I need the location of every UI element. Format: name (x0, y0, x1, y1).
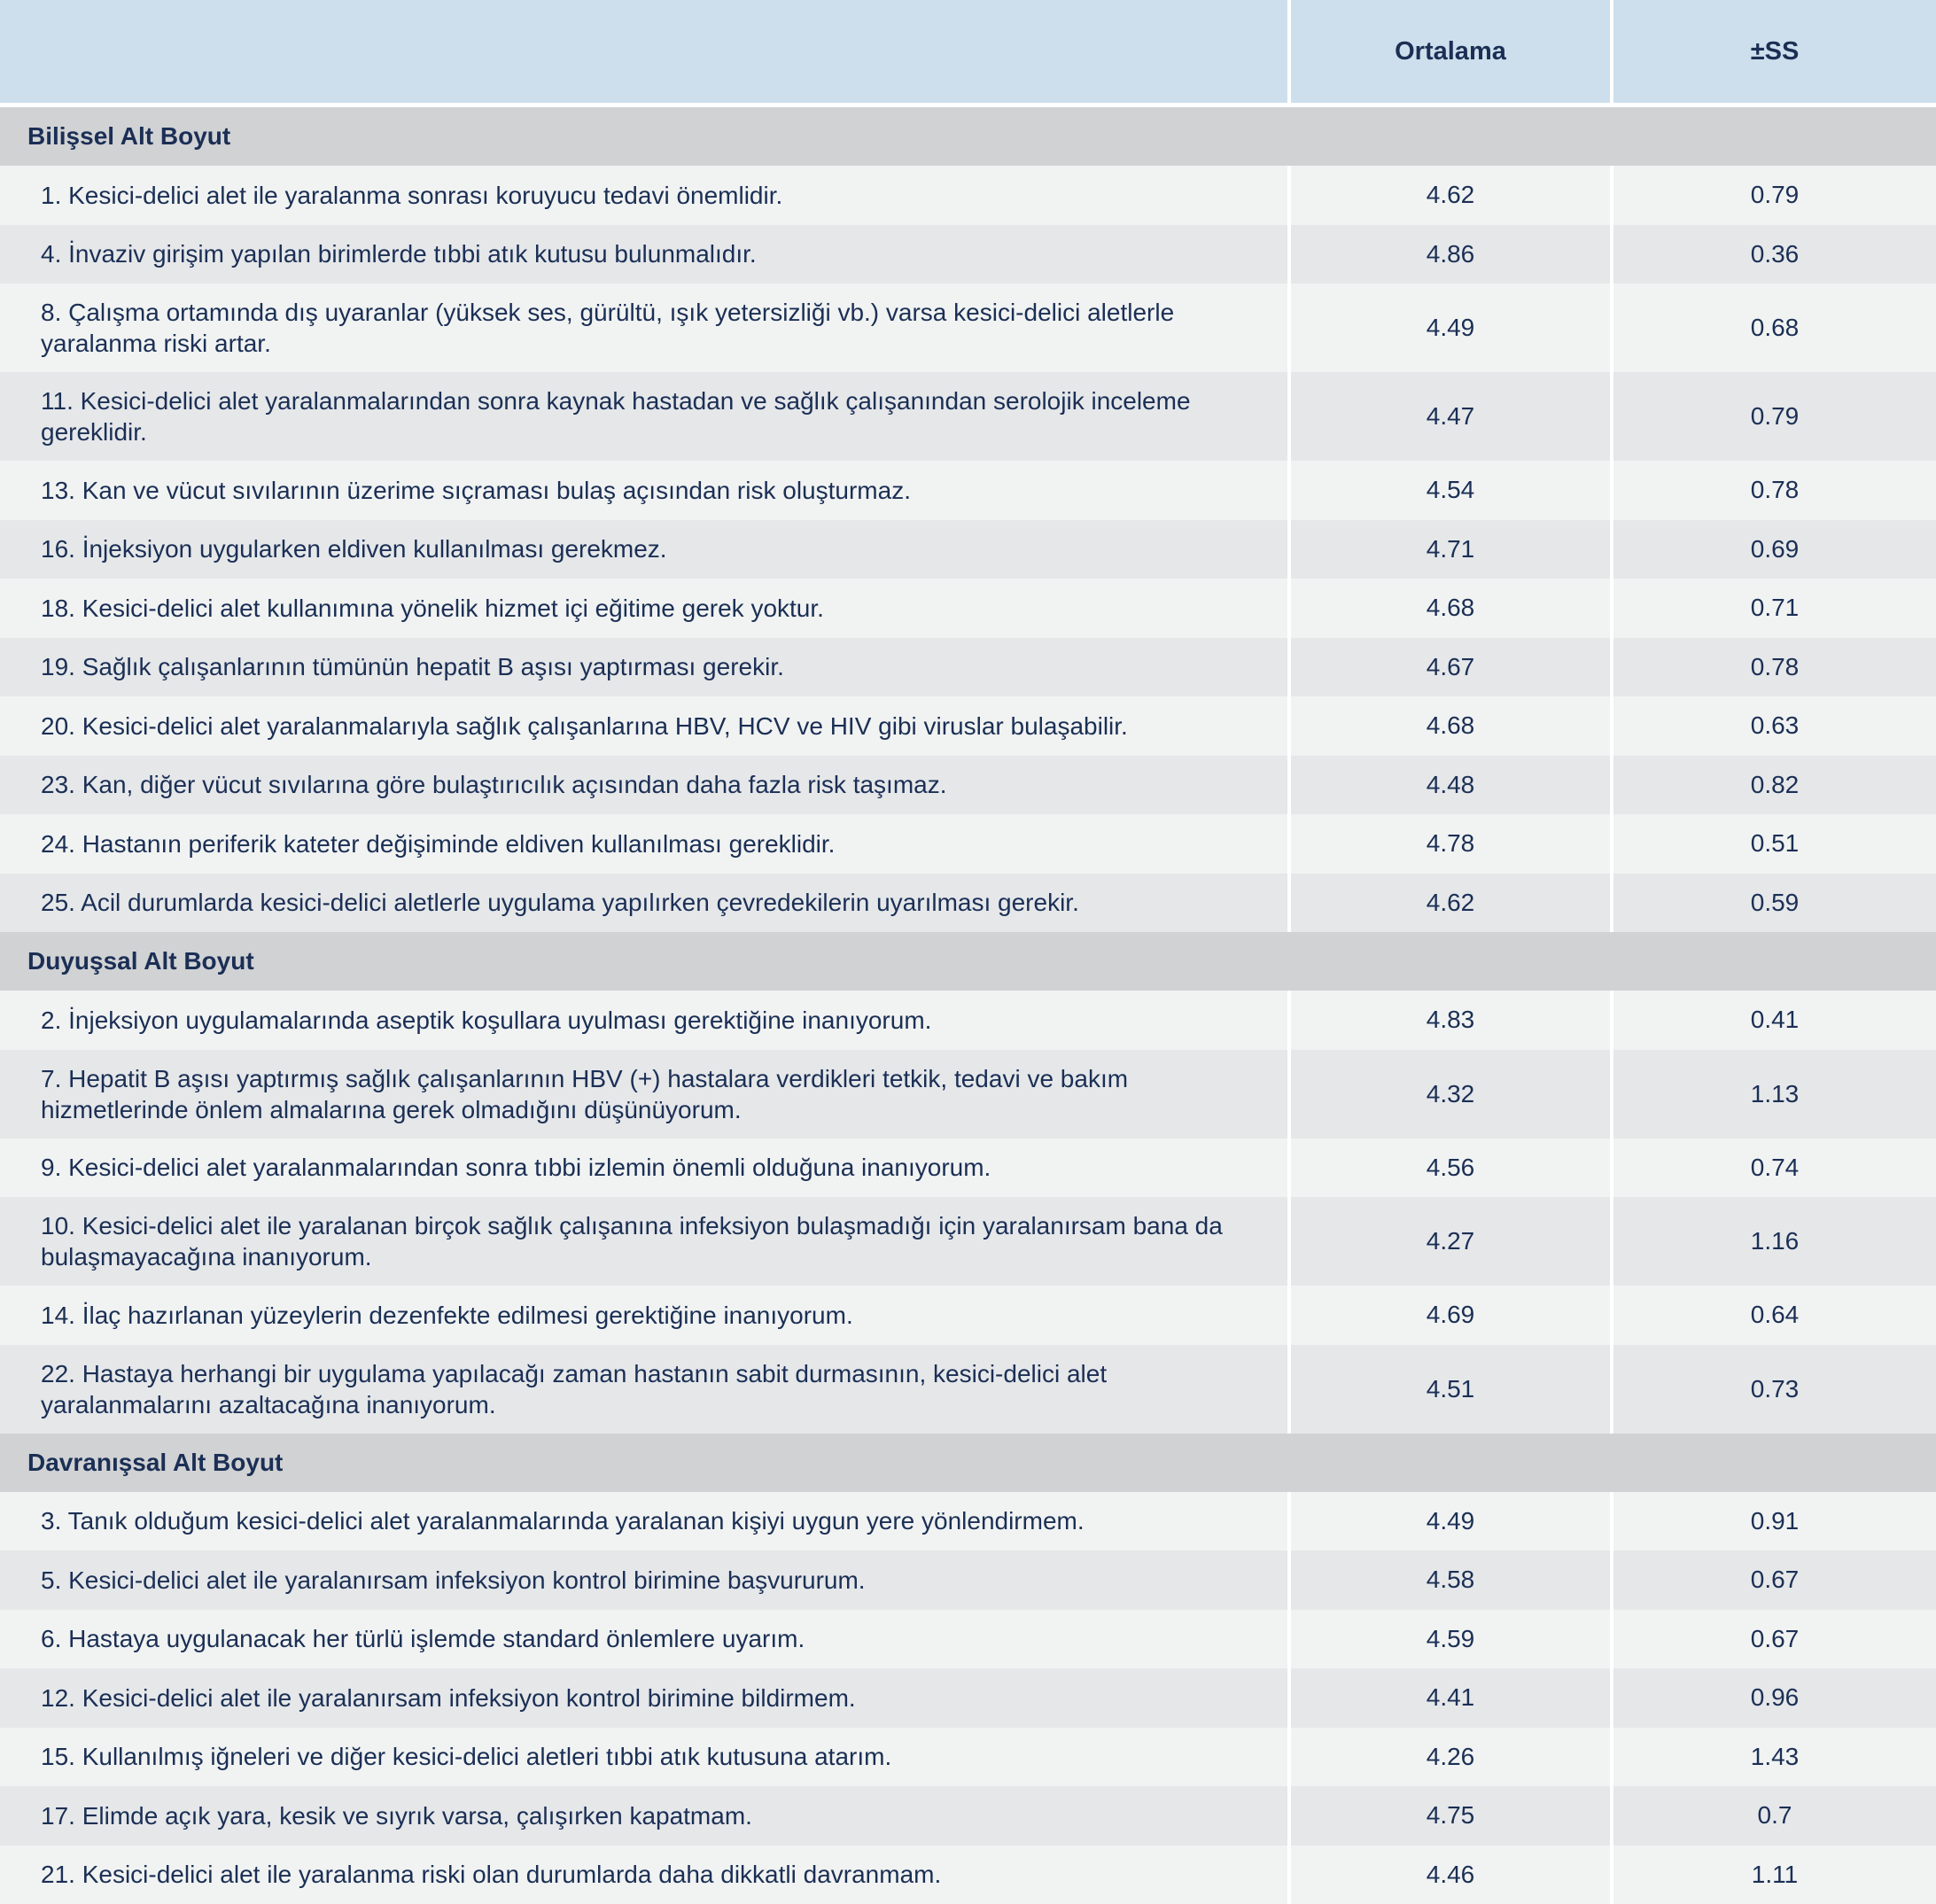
sd-value: 0.79 (1610, 372, 1936, 461)
mean-value: 4.68 (1287, 579, 1610, 638)
mean-value: 4.75 (1287, 1786, 1610, 1846)
item-text: 9. Kesici-delici alet yaralanmalarından sonra tıbbi izlemin önemli olduğuna inanıyorum. (0, 1139, 1287, 1198)
mean-value: 4.62 (1287, 166, 1610, 225)
table-row (0, 1846, 1936, 1904)
mean-value: 4.56 (1287, 1139, 1610, 1198)
item-text: 5. Kesici-delici alet ile yaralanırsam infeksiyon kontrol birimine başvururum. (0, 1550, 1287, 1610)
table-row (0, 284, 1936, 372)
item-text: 16. İnjeksiyon uygularken eldiven kullanılması gerekmez. (0, 520, 1287, 579)
header-item (0, 0, 1287, 107)
item-text: 12. Kesici-delici alet ile yaralanırsam infeksiyon kontrol birimine bildirmem. (0, 1668, 1287, 1728)
mean-value: 4.86 (1287, 225, 1610, 284)
table-row (0, 1550, 1936, 1610)
mean-value: 4.26 (1287, 1728, 1610, 1787)
table-row (0, 638, 1936, 697)
table-row (0, 1286, 1936, 1345)
sd-value: 0.41 (1610, 991, 1936, 1050)
mean-value: 4.83 (1287, 991, 1610, 1050)
section-blank (1610, 107, 1936, 166)
mean-value: 4.54 (1287, 461, 1610, 520)
item-text: 23. Kan, diğer vücut sıvılarına göre bulaştırıcılık açısından daha fazla risk taşımaz. (0, 756, 1287, 815)
item-text: 4. İnvaziv girişim yapılan birimlerde tıbbi atık kutusu bulunmalıdır. (0, 225, 1287, 284)
mean-value: 4.48 (1287, 756, 1610, 815)
item-text: 20. Kesici-delici alet yaralanmalarıyla sağlık çalışanlarına HBV, HCV ve HIV gibi viruslar bulaşabilir. (0, 696, 1287, 756)
table-row (0, 1139, 1936, 1198)
sd-value: 0.91 (1610, 1492, 1936, 1551)
sd-value: 1.43 (1610, 1728, 1936, 1787)
table-row (0, 696, 1936, 756)
section-blank (1610, 932, 1936, 991)
table-row (0, 756, 1936, 815)
item-text: 7. Hepatit B aşısı yaptırmış sağlık çalışanlarının HBV (+) hastalara verdikleri tetkik, tedavi ve bakım hizmetlerinde önlem almalarına gerek olmadığını düşünüyorum. (0, 1050, 1287, 1139)
mean-value: 4.51 (1287, 1345, 1610, 1434)
mean-value: 4.78 (1287, 814, 1610, 874)
table-row (0, 1728, 1936, 1787)
sd-value: 0.67 (1610, 1610, 1936, 1669)
table-row (0, 1197, 1936, 1286)
sd-value: 0.59 (1610, 874, 1936, 933)
mean-value: 4.27 (1287, 1197, 1610, 1286)
mean-value: 4.41 (1287, 1668, 1610, 1728)
table-row (0, 1050, 1936, 1139)
section-blank (1610, 1434, 1936, 1492)
sd-value: 0.67 (1610, 1550, 1936, 1610)
item-text: 22. Hastaya herhangi bir uygulama yapılacağı zaman hastanın sabit durmasının, kesici-delici alet yaralanmalarını azaltacağına inanıyorum. (0, 1345, 1287, 1434)
mean-value: 4.49 (1287, 284, 1610, 372)
sd-value: 0.79 (1610, 166, 1936, 225)
sd-value: 0.74 (1610, 1139, 1936, 1198)
item-text: 3. Tanık olduğum kesici-delici alet yaralanmalarında yaralanan kişiyi uygun yere yönlendirmem. (0, 1492, 1287, 1551)
table-row (0, 1610, 1936, 1669)
section-blank (1287, 932, 1610, 991)
sd-value: 0.73 (1610, 1345, 1936, 1434)
mean-value: 4.62 (1287, 874, 1610, 933)
sd-value: 0.7 (1610, 1786, 1936, 1846)
header-mean: Ortalama (1287, 0, 1610, 107)
table-row (0, 225, 1936, 284)
mean-value: 4.49 (1287, 1492, 1610, 1551)
section-row (0, 1434, 1936, 1492)
table-row (0, 1492, 1936, 1551)
table-row (0, 1668, 1936, 1728)
item-text: 24. Hastanın periferik kateter değişiminde eldiven kullanılması gereklidir. (0, 814, 1287, 874)
table-row (0, 520, 1936, 579)
sd-value: 0.68 (1610, 284, 1936, 372)
table-row (0, 1345, 1936, 1434)
mean-value: 4.71 (1287, 520, 1610, 579)
item-text: 8. Çalışma ortamında dış uyaranlar (yüksek ses, gürültü, ışık yetersizliği vb.) varsa kesici-delici aletlerle yaralanma riski artar. (0, 284, 1287, 372)
section-title: Bilişsel Alt Boyut (0, 107, 1287, 166)
section-blank (1287, 107, 1610, 166)
section-row (0, 932, 1936, 991)
sd-value: 0.63 (1610, 696, 1936, 756)
sd-value: 0.78 (1610, 638, 1936, 697)
item-text: 6. Hastaya uygulanacak her türlü işlemde standard önlemlere uyarım. (0, 1610, 1287, 1669)
header-row (0, 0, 1936, 107)
table-row (0, 461, 1936, 520)
item-text: 25. Acil durumlarda kesici-delici aletlerle uygulama yapılırken çevredekilerin uyarılması gerekir. (0, 874, 1287, 933)
sd-value: 0.78 (1610, 461, 1936, 520)
sd-value: 0.71 (1610, 579, 1936, 638)
table-row (0, 874, 1936, 933)
section-title: Davranışsal Alt Boyut (0, 1434, 1287, 1492)
sd-value: 1.13 (1610, 1050, 1936, 1139)
item-text: 21. Kesici-delici alet ile yaralanma riski olan durumlarda daha dikkatli davranmam. (0, 1846, 1287, 1904)
section-blank (1287, 1434, 1610, 1492)
table-row (0, 166, 1936, 225)
section-title: Duyuşsal Alt Boyut (0, 932, 1287, 991)
mean-value: 4.67 (1287, 638, 1610, 697)
mean-value: 4.68 (1287, 696, 1610, 756)
table-row (0, 814, 1936, 874)
item-text: 2. İnjeksiyon uygulamalarında aseptik koşullara uyulması gerektiğine inanıyorum. (0, 991, 1287, 1050)
mean-value: 4.59 (1287, 1610, 1610, 1669)
section-row (0, 107, 1936, 166)
item-text: 17. Elimde açık yara, kesik ve sıyrık varsa, çalışırken kapatmam. (0, 1786, 1287, 1846)
mean-value: 4.58 (1287, 1550, 1610, 1610)
table-row (0, 991, 1936, 1050)
table-row (0, 1786, 1936, 1846)
mean-value: 4.46 (1287, 1846, 1610, 1904)
item-text: 10. Kesici-delici alet ile yaralanan birçok sağlık çalışanına infeksiyon bulaşmadığı için yaralanırsam bana da bulaşmayacağına inanıyorum. (0, 1197, 1287, 1286)
sd-value: 0.69 (1610, 520, 1936, 579)
mean-value: 4.32 (1287, 1050, 1610, 1139)
table-row (0, 372, 1936, 461)
sd-value: 0.96 (1610, 1668, 1936, 1728)
sd-value: 1.11 (1610, 1846, 1936, 1904)
item-text: 13. Kan ve vücut sıvılarının üzerime sıçraması bulaş açısından risk oluşturmaz. (0, 461, 1287, 520)
item-text: 1. Kesici-delici alet ile yaralanma sonrası koruyucu tedavi önemlidir. (0, 166, 1287, 225)
mean-value: 4.69 (1287, 1286, 1610, 1345)
sd-value: 0.64 (1610, 1286, 1936, 1345)
mean-value: 4.47 (1287, 372, 1610, 461)
table-row (0, 579, 1936, 638)
item-text: 18. Kesici-delici alet kullanımına yönelik hizmet içi eğitime gerek yoktur. (0, 579, 1287, 638)
sd-value: 1.16 (1610, 1197, 1936, 1286)
sd-value: 0.82 (1610, 756, 1936, 815)
header-sd: ±SS (1610, 0, 1936, 107)
item-text: 14. İlaç hazırlanan yüzeylerin dezenfekte edilmesi gerektiğine inanıyorum. (0, 1286, 1287, 1345)
sd-value: 0.36 (1610, 225, 1936, 284)
item-text: 11. Kesici-delici alet yaralanmalarından sonra kaynak hastadan ve sağlık çalışanından serolojik inceleme gereklidir. (0, 372, 1287, 461)
item-text: 15. Kullanılmış iğneleri ve diğer kesici-delici aletleri tıbbi atık kutusuna atarım. (0, 1728, 1287, 1787)
sd-value: 0.51 (1610, 814, 1936, 874)
item-text: 19. Sağlık çalışanlarının tümünün hepatit B aşısı yaptırması gerekir. (0, 638, 1287, 697)
